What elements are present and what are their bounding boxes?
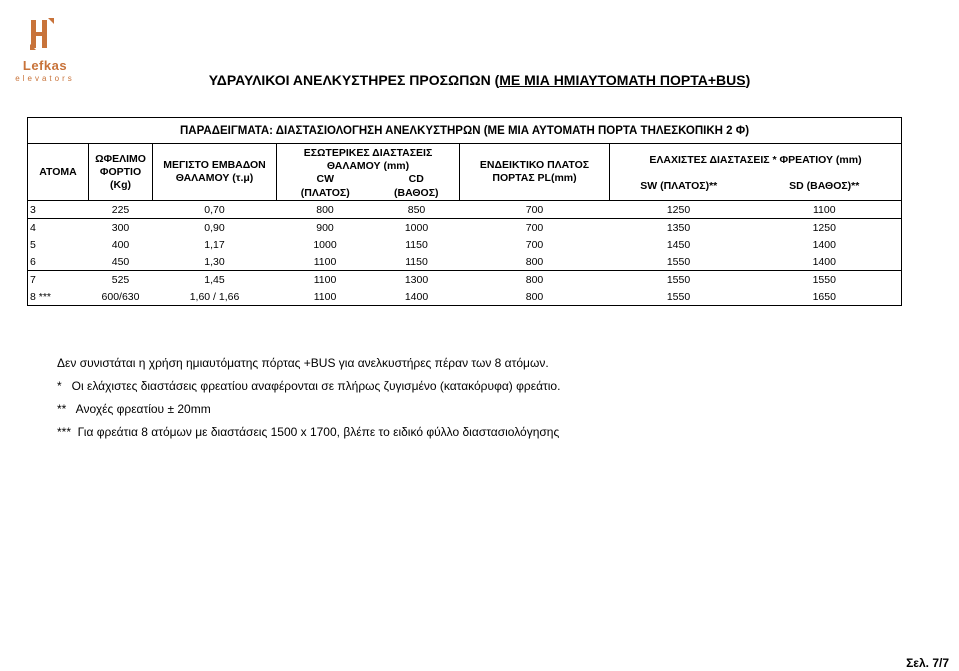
table-caption: ΠΑΡΑΔΕΙΓΜΑΤΑ: ΔΙΑΣΤΑΣΙΟΛΟΓΗΣΗ ΑΝΕΛΚΥΣΤΗΡΩΝ (ΜΕ ΜΙΑ ΑΥΤΟΜΑΤΗ ΠΟΡΤΑ ΤΗΛΕΣΚΟΠΙΚΗ 2 Φ) [28,118,902,144]
table-cell: 450 [111,255,130,268]
header-door-width: ΕΝΔΕΙΚΤΙΚΟ ΠΛΑΤΟΣ ΠΟΡΤΑΣ PL(mm) [460,144,610,201]
logo-name: Lefkas [22,58,68,73]
table-cell: 1150 [405,238,428,251]
table-cell: 1450 [666,238,691,251]
table-cell: 0,90 [153,219,277,237]
table-cell: 1300 [374,271,460,289]
header-sw: SW (ΠΛΑΤΟΣ)** [610,173,748,201]
table-cell: 0,70 [153,201,277,219]
table-cell: 1,17 [204,238,225,251]
table-cell: 900 [277,219,374,237]
table-cell: 1350 [610,219,748,237]
table-cell: 1,60 / 1,66 [153,288,277,306]
table-cell: 1650 [748,288,902,306]
table-cell: 1,30 [204,255,225,268]
table-cell: 4 [28,219,89,237]
table-body [28,201,902,306]
header-load: ΩΦΕΛΙΜΟ ΦΟΡΤΙΟ (Kg) [89,144,153,201]
note-line: * Οι ελάχιστες διαστάσεις φρεατίου αναφέρονται σε πλήρως ζυγισμένο (κατακόρυφα) φρεάτιο. [57,379,561,393]
table-cell: 1400 [748,236,902,253]
table-row [28,288,902,306]
footnotes [57,356,560,448]
header-cd-sub: (ΒΑΘΟΣ) [393,186,439,199]
header-persons: ΑΤΟΜΑ [28,144,89,201]
table-cell: 1100 [277,288,374,306]
table-cell: 700 [460,219,610,237]
note-line: *** Για φρεάτια 8 ατόμων με διαστάσεις 1500 x 1700, βλέπε το ειδικό φύλλο διαστασιολόγησης [57,425,560,439]
table-cell: 1250 [748,219,902,237]
page-number: Σελ. 7/7 [906,656,949,670]
table-row [28,219,902,237]
header-cw-sub: (ΠΛΑΤΟΣ) [277,186,374,201]
table-cell: 400 [111,238,130,251]
header-inner-dimensions: ΕΣΩΤΕΡΙΚΕΣ ΔΙΑΣΤΑΣΕΙΣ ΘΑΛΑΜΟΥ (mm) [277,144,460,174]
table-cell: 525 [89,271,153,289]
table-row [28,253,902,271]
title-underlined: ΜΕ ΜΙΑ ΗΜΙΑΥΤΟΜΑΤΗ ΠΟΡΤΑ+BUS [499,72,746,88]
table-cell: 1,45 [153,271,277,289]
table-cell: 850 [374,201,460,219]
note-line: ** Ανοχές φρεατίου ± 20mm [57,402,211,416]
table-cell: 1550 [610,288,748,306]
table-row [28,201,902,219]
table-cell: 5 [28,236,89,253]
table-cell: 3 [28,201,89,219]
header-cd: CD [408,173,424,185]
table-cell: 1550 [748,271,902,289]
page-title [0,72,959,88]
table-cell: 300 [89,219,153,237]
dimensions-table-wrapper [27,117,901,306]
table-cell: 1550 [666,255,691,268]
table-cell: 600/630 [89,288,153,306]
table-cell: 225 [89,201,153,219]
table-cell: 8 *** [28,288,89,306]
logo-subtitle: elevators [15,74,75,83]
table-cell: 1150 [405,255,428,268]
table-cell: 1400 [374,288,460,306]
table-cell: 800 [277,201,374,219]
table-cell: 800 [525,255,544,268]
table-row [28,236,902,253]
lefkas-logo-icon [28,16,56,52]
table-cell: 1100 [748,201,902,219]
table-cell: 700 [460,201,610,219]
table-cell: 1550 [610,271,748,289]
table-cell: 800 [460,288,610,306]
table-cell: 7 [28,271,89,289]
table-cell: 1000 [313,238,337,251]
table-cell: 6 [28,253,89,271]
table-cell: 1000 [374,219,460,237]
header-area: ΜΕΓΙΣΤΟ ΕΜΒΑΔΟΝ ΘΑΛΑΜΟΥ (τ.μ) [153,144,277,201]
table-cell: 1100 [277,271,374,289]
header-cw: CW [277,173,374,186]
table-cell: 1250 [610,201,748,219]
table-cell: 1100 [313,255,337,268]
title-prefix: ΥΔΡΑΥΛΙΚΟΙ ΑΝΕΛΚΥΣΤΗΡΕΣ ΠΡΟΣΩΠΩΝ ( [208,72,500,88]
dimensions-table [27,117,902,306]
title-suffix: ) [745,72,751,88]
header-sd: SD (ΒΑΘΟΣ)** [748,173,902,201]
table-row [28,271,902,289]
header-shaft-dimensions: ΕΛΑΧΙΣΤΕΣ ΔΙΑΣΤΑΣΕΙΣ * ΦΡΕΑΤΙΟΥ (mm) [610,144,902,174]
table-cell: 700 [525,238,544,251]
table-cell: 1400 [748,253,902,271]
note-line: Δεν συνιστάται η χρήση ημιαυτόματης πόρτας +BUS για ανελκυστήρες πέραν των 8 ατόμων. [57,356,549,370]
table-cell: 800 [460,271,610,289]
